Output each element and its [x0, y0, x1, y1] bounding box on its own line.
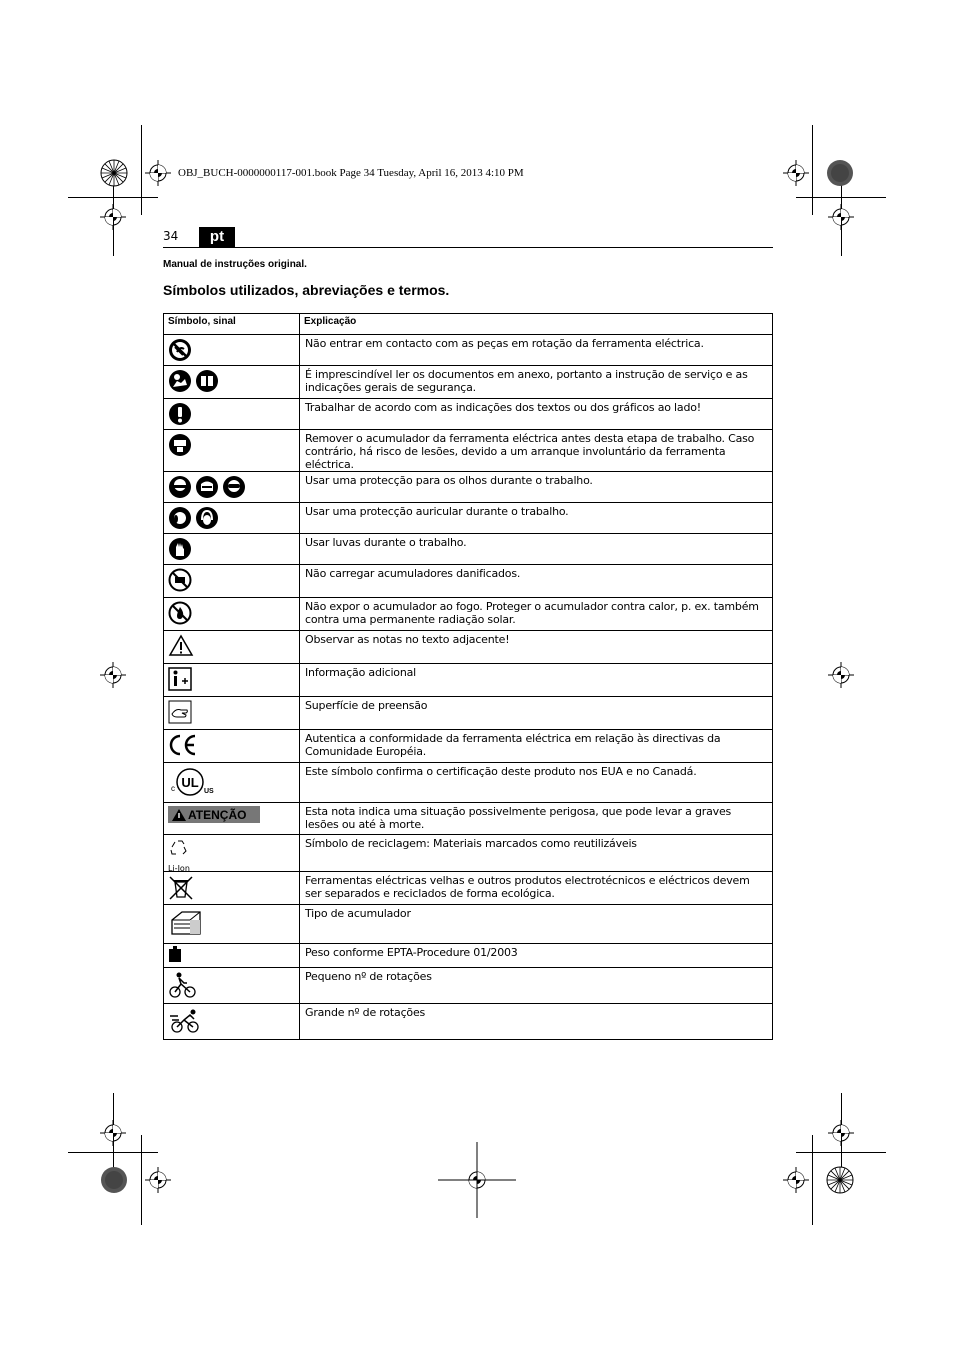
ear-muffs-icon — [195, 506, 219, 530]
table-row — [164, 565, 773, 598]
fast-bike-icon — [168, 1007, 202, 1035]
subtitle: Manual de instruções original. — [163, 259, 307, 270]
weight-icon — [168, 945, 182, 963]
gloves-icon — [168, 537, 192, 561]
table-row — [164, 803, 773, 835]
explanation-text: Usar uma protecção auricular durante o trabalho. — [300, 503, 773, 534]
recycle-arrows-icon — [168, 838, 196, 860]
battery-pack-icon — [168, 908, 204, 940]
explanation-text: Não expor o acumulador ao fogo. Proteger o acumulador contra calor, p. ex. também contra uma permanente radiação solar. — [300, 598, 773, 631]
exclamation-icon — [168, 402, 192, 426]
svg-text:c: c — [171, 784, 175, 793]
explanation-text: Este símbolo confirma o certificação deste produto nos EUA e no Canadá. — [300, 763, 773, 803]
table-row — [164, 872, 773, 905]
no-fire-icon — [168, 601, 192, 625]
header-symbol: Símbolo, sinal — [164, 314, 300, 335]
atencao-badge — [168, 806, 260, 823]
table-row — [164, 598, 773, 631]
crossed-bin-icon — [168, 875, 194, 901]
explanation-text: Símbolo de reciclagem: Materiais marcados como reutilizáveis — [300, 835, 773, 872]
ear-protection-icon — [168, 506, 192, 530]
explanation-text: Autentica a conformidade da ferramenta eléctrica em relação às directivas da Comunidade Européia. — [300, 730, 773, 763]
table-row — [164, 430, 773, 472]
table-header-row — [164, 314, 773, 335]
li-ion-label: Li-Ion — [168, 864, 190, 873]
warning-triangle-icon — [168, 634, 194, 658]
explanation-text: Informação adicional — [300, 664, 773, 697]
explanation-text: Ferramentas eléctricas velhas e outros produtos electrotécnicos e eléctricos devem ser separados e reciclados de forma ecológica. — [300, 872, 773, 905]
table-row — [164, 631, 773, 664]
goggles-icon — [222, 475, 246, 499]
explanation-text: Tipo de acumulador — [300, 905, 773, 944]
remove-battery-icon — [168, 433, 192, 457]
table-row — [164, 697, 773, 730]
ul-mark-icon — [168, 766, 216, 798]
table-row — [164, 335, 773, 366]
explanation-text: Peso conforme EPTA-Procedure 01/2003 — [300, 944, 773, 968]
explanation-text: Superfície de preensão — [300, 697, 773, 730]
slow-bike-icon — [168, 971, 198, 999]
language-badge: pt — [199, 227, 235, 247]
table-row — [164, 944, 773, 968]
table-row — [164, 399, 773, 430]
table-row — [164, 503, 773, 534]
book-header: OBJ_BUCH-0000000117-001.book Page 34 Tuesday, April 16, 2013 4:10 PM — [178, 167, 524, 179]
table-row — [164, 835, 773, 872]
recycling-li-ion-icon — [168, 838, 198, 873]
svg-text:US: US — [204, 788, 214, 795]
atencao-label: ATENÇÃO — [188, 807, 247, 822]
explanation-text: É imprescindível ler os documentos em anexo, portanto a instrução de serviço e as indicações gerais de segurança. — [300, 366, 773, 399]
explanation-text: Pequeno nº de rotações — [300, 968, 773, 1004]
no-touch-rotating-icon — [168, 338, 192, 362]
face-shield-icon — [195, 475, 219, 499]
svg-text:UL: UL — [181, 775, 199, 790]
info-plus-icon — [168, 667, 192, 691]
header-rule — [163, 247, 773, 248]
read-manual-book-icon — [195, 369, 219, 393]
explanation-text: Usar luvas durante o trabalho. — [300, 534, 773, 565]
table-row — [164, 905, 773, 944]
header-explanation: Explicação — [300, 314, 773, 335]
table-row — [164, 763, 773, 803]
explanation-text: Trabalhar de acordo com as indicações dos textos ou dos gráficos ao lado! — [300, 399, 773, 430]
table-row — [164, 472, 773, 503]
table-row — [164, 730, 773, 763]
grip-surface-icon — [168, 700, 192, 724]
explanation-text: Não entrar em contacto com as peças em rotação da ferramenta eléctrica. — [300, 335, 773, 366]
read-manual-person-icon — [168, 369, 192, 393]
table-row — [164, 366, 773, 399]
eye-protection-icon — [168, 475, 192, 499]
explanation-text: Usar uma protecção para os olhos durante o trabalho. — [300, 472, 773, 503]
explanation-text: Observar as notas no texto adjacente! — [300, 631, 773, 664]
warning-triangle-small-icon — [172, 809, 186, 821]
explanation-text: Remover o acumulador da ferramenta eléctrica antes desta etapa de trabalho. Caso contrário, há risco de lesões, devido a um arranque involuntário da ferramenta eléctrica. — [300, 430, 773, 472]
table-row — [164, 968, 773, 1004]
table-row — [164, 1004, 773, 1040]
symbols-table — [163, 313, 773, 1040]
table-row — [164, 664, 773, 697]
ce-mark-icon — [168, 733, 198, 757]
explanation-text: Grande nº de rotações — [300, 1004, 773, 1040]
no-charge-damaged-battery-icon — [168, 568, 192, 592]
explanation-text: Esta nota indica uma situação possivelmente perigosa, que pode levar a graves lesões ou até à morte. — [300, 803, 773, 835]
page-title: Símbolos utilizados, abreviações e termos. — [163, 282, 450, 298]
page-number: 34 — [163, 229, 179, 243]
explanation-text: Não carregar acumuladores danificados. — [300, 565, 773, 598]
table-row — [164, 534, 773, 565]
